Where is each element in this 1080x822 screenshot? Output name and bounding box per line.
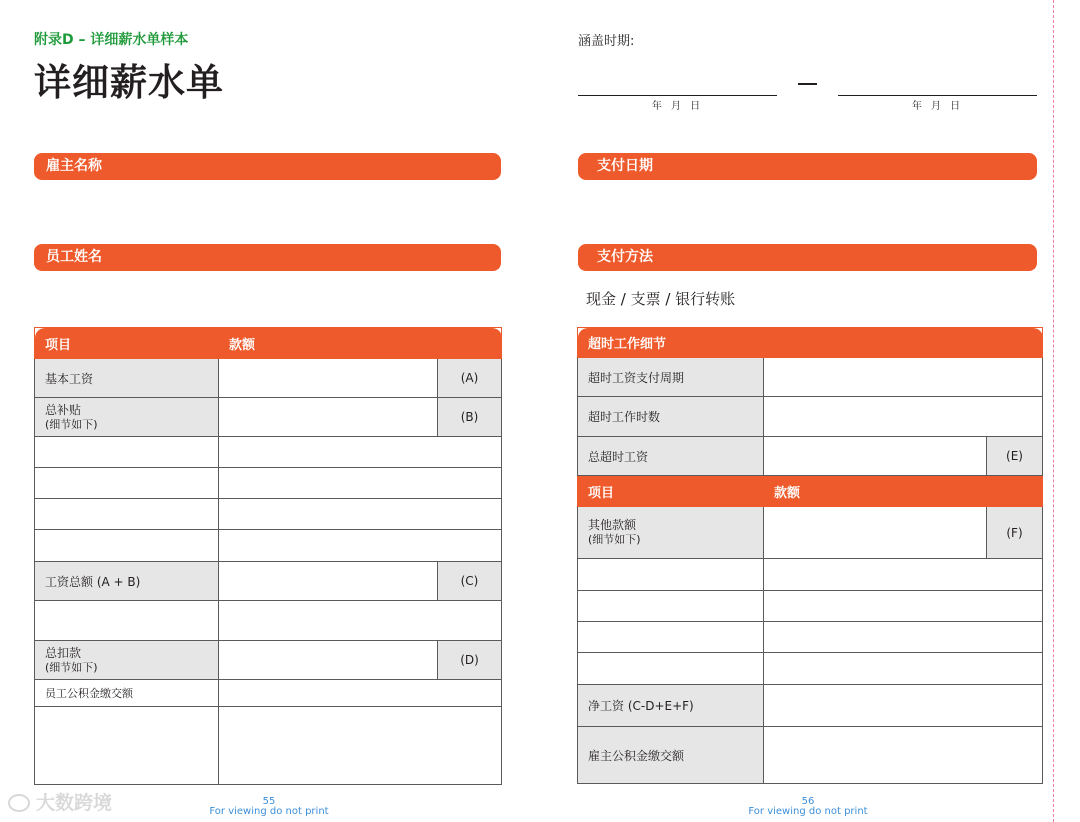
column-header-amount: 款额 (764, 476, 1043, 507)
overtime-header-row (578, 328, 1043, 358)
code-c: (C) (438, 562, 502, 601)
pay-date-bar (578, 153, 1037, 180)
table-row (35, 641, 502, 680)
overtime-total-field[interactable] (764, 437, 987, 476)
other-detail-item-field[interactable] (578, 653, 764, 685)
overtime-header: 超时工作细节 (578, 328, 1043, 358)
table-row (578, 685, 1043, 727)
table-row (578, 437, 1043, 476)
mpf-employee-amount-field[interactable] (219, 680, 502, 707)
other-detail-item-field[interactable] (578, 559, 764, 591)
deduction-note: (细节如下) (45, 660, 98, 674)
table-row (35, 437, 502, 468)
employee-name-bar (34, 244, 501, 271)
period-start-date-line[interactable] (578, 95, 777, 96)
watermark-logo-icon (8, 794, 30, 812)
employer-name-bar (34, 153, 501, 180)
overtime-period-field[interactable] (764, 358, 1043, 397)
table-row (35, 398, 502, 437)
allowance-detail-amount-field[interactable] (219, 468, 502, 499)
deduction-detail-item-field[interactable] (35, 707, 219, 785)
table-row (35, 707, 502, 785)
column-header-item: 项目 (578, 476, 764, 507)
period-dash (798, 83, 817, 85)
table-header-row (578, 476, 1043, 507)
other-detail-amount-field[interactable] (764, 653, 1043, 685)
other-detail-amount-field[interactable] (764, 559, 1043, 591)
salary-items-table (34, 327, 502, 785)
left-page-number: 55 (262, 796, 276, 807)
watermark (8, 788, 112, 815)
overtime-period-label: 超时工资支付周期 (578, 358, 764, 397)
page-cut-line (1053, 0, 1054, 822)
column-header-item: 项目 (35, 328, 219, 359)
allowance-detail-amount-field[interactable] (219, 437, 502, 468)
allowance-detail-amount-field[interactable] (219, 499, 502, 530)
right-page-number: 56 (801, 796, 815, 807)
other-amount-note: (细节如下) (588, 533, 641, 546)
allowance-detail-item-field[interactable] (35, 499, 219, 530)
other-amount-label: 其他款额 (588, 518, 637, 532)
overtime-hours-field[interactable] (764, 397, 1043, 437)
column-header-amount: 款额 (219, 328, 502, 359)
other-amount-label-cell (578, 507, 764, 559)
allowance-label-cell (35, 398, 219, 437)
mpf-employer-field[interactable] (764, 727, 1043, 784)
net-pay-label: 净工资 (C-D+E+F) (578, 685, 764, 727)
period-end-date-hint: 年 月 日 (911, 101, 964, 112)
employee-name-label: 员工姓名 (46, 249, 102, 265)
allowance-amount-field[interactable] (219, 398, 438, 437)
code-a: (A) (438, 359, 502, 398)
gross-pay-label: 工资总额 (A + B) (35, 562, 219, 601)
table-row (578, 397, 1043, 437)
allowance-note: (细节如下) (45, 417, 98, 431)
basic-pay-label: 基本工资 (35, 359, 219, 398)
allowance-detail-amount-field[interactable] (219, 530, 502, 562)
other-detail-amount-field[interactable] (764, 591, 1043, 622)
overtime-hours-label: 超时工作时数 (578, 397, 764, 437)
left-page-note: For viewing do not print (209, 806, 329, 817)
pay-method-bar (578, 244, 1037, 271)
allowance-label: 总补贴 (45, 402, 82, 417)
overtime-total-label: 总超时工资 (578, 437, 764, 476)
code-b: (B) (438, 398, 502, 437)
table-header-row (35, 328, 502, 359)
table-row (35, 601, 502, 641)
code-e: (E) (987, 437, 1043, 476)
table-row (578, 727, 1043, 784)
pay-method-options: 现金 / 支票 / 银行转账 (586, 290, 736, 308)
employer-name-label: 雇主名称 (46, 158, 102, 174)
coverage-period-label: 涵盖时期: (578, 34, 635, 49)
deduction-amount-field[interactable] (219, 641, 438, 680)
table-row (35, 680, 502, 707)
pay-date-label: 支付日期 (597, 158, 653, 174)
deduction-label: 总扣款 (45, 645, 82, 660)
page-title: 详细薪水单 (34, 61, 224, 104)
table-row (578, 507, 1043, 559)
period-start-date-hint: 年 月 日 (651, 101, 704, 112)
net-pay-field[interactable] (764, 685, 1043, 727)
table-row (578, 653, 1043, 685)
deduction-detail-amount-field[interactable] (219, 707, 502, 785)
watermark-text: 大数跨境 (36, 792, 113, 814)
table-row (35, 468, 502, 499)
appendix-label: 附录D – 详细薪水单样本 (34, 32, 189, 48)
table-row (578, 622, 1043, 653)
table-row (35, 359, 502, 398)
mpf-employer-label: 雇主公积金缴交额 (578, 727, 764, 784)
code-d: (D) (438, 641, 502, 680)
other-amount-field[interactable] (764, 507, 987, 559)
allowance-detail-item-field[interactable] (35, 468, 219, 499)
overtime-other-table (577, 327, 1043, 784)
basic-pay-amount-field[interactable] (219, 359, 438, 398)
table-row (35, 499, 502, 530)
table-row (578, 591, 1043, 622)
gross-detail-amount-field[interactable] (219, 601, 502, 641)
code-f: (F) (987, 507, 1043, 559)
mpf-employee-label: 员工公积金缴交额 (35, 680, 219, 707)
allowance-detail-item-field[interactable] (35, 437, 219, 468)
period-end-date-line[interactable] (838, 95, 1037, 96)
deduction-label-cell (35, 641, 219, 680)
pay-method-label: 支付方法 (597, 249, 653, 265)
left-page-footer (169, 797, 369, 817)
gross-pay-amount-field[interactable] (219, 562, 438, 601)
other-detail-item-field[interactable] (578, 591, 764, 622)
other-detail-amount-field[interactable] (764, 622, 1043, 653)
allowance-detail-item-field[interactable] (35, 530, 219, 562)
table-row (35, 530, 502, 562)
table-row (578, 358, 1043, 397)
table-row (35, 562, 502, 601)
gross-detail-item-field[interactable] (35, 601, 219, 641)
right-page-note: For viewing do not print (748, 806, 868, 817)
other-detail-item-field[interactable] (578, 622, 764, 653)
right-page-footer (708, 797, 908, 817)
table-row (578, 559, 1043, 591)
